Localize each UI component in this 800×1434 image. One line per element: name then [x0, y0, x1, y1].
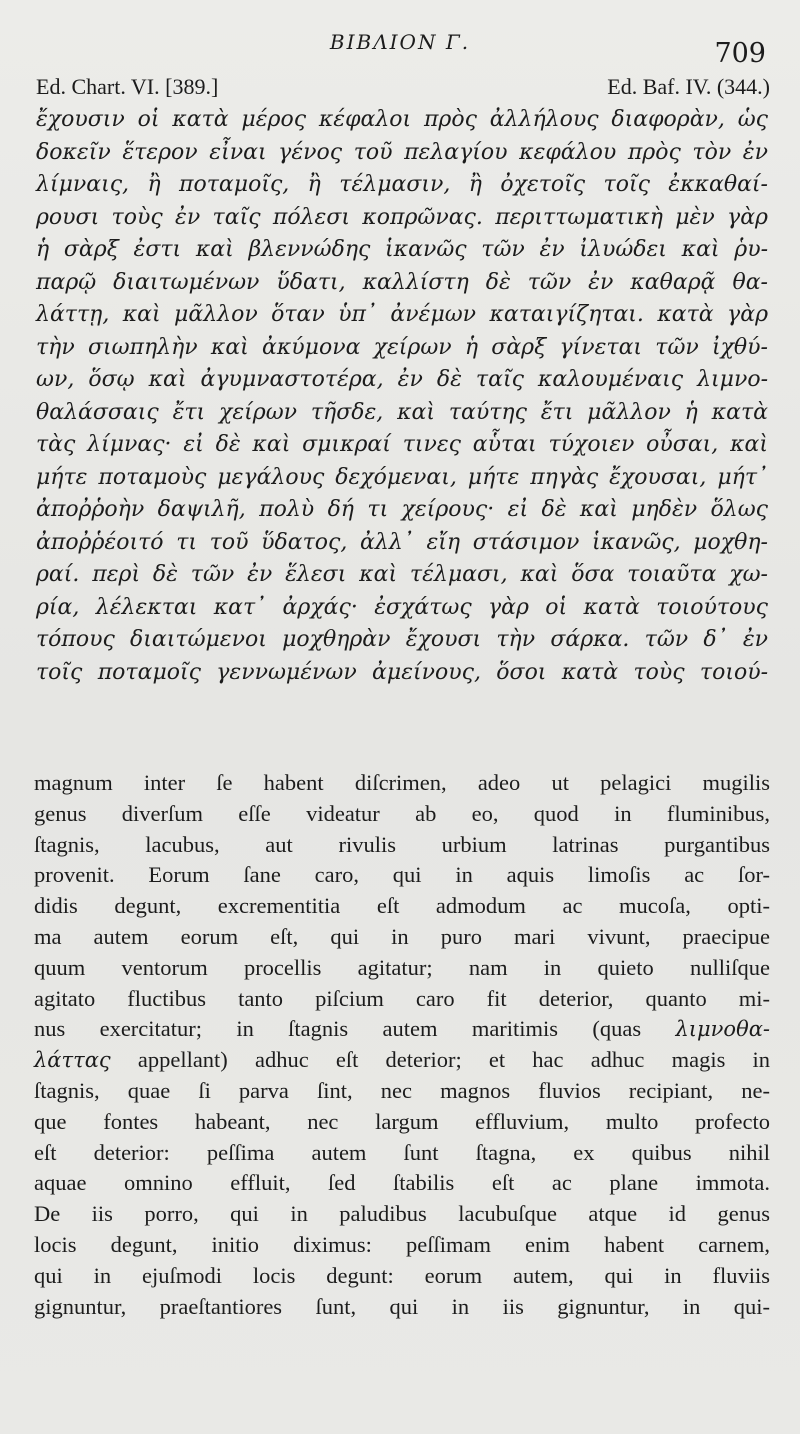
latin-line: ſtagnis, lacubus, aut rivulis urbium latrinas purgantibus: [34, 831, 770, 857]
greek-inline-word: λάττας: [34, 1048, 111, 1073]
latin-line: agitato fluctibus tanto piſcium caro fit deterior, quanto mi-: [34, 985, 770, 1011]
latin-line: locis degunt, initio diximus: peſſimam enim habent carnem,: [34, 1231, 770, 1257]
greek-line: ραί. περὶ δὲ τῶν ἐν ἕλεσι καὶ τέλμασι, καὶ ὅσα τοιαῦτα χω-: [36, 562, 768, 587]
greek-line: ἀποῤῥοὴν δαψιλῆ, πολὺ δή τι χείρους· εἰ δὲ καὶ μηδὲν ὅλως: [36, 497, 768, 522]
latin-line-with-greek: [34, 1045, 770, 1076]
greek-inline-word: λιμνοθα-: [675, 1017, 770, 1042]
greek-line: τοῖς ποταμοῖς γεννωμένων ἀμείνους, ὅσοι κατὰ τοὺς τοιού-: [36, 659, 768, 685]
greek-line: ἀποῤῥέοιτό τι τοῦ ὕδατος, ἀλλ᾿ εἴη στάσιμον ἱκανῶς, μοχθη-: [36, 529, 768, 555]
greek-line: θαλάσσαις ἔτι χείρων τῆσδε, καὶ ταύτης ἔτι μᾶλλον ἡ κατὰ: [36, 399, 768, 425]
running-head: ΒΙΒΛΙΟΝ Γ.: [329, 30, 471, 54]
greek-line: τόπους διαιτώμενοι μοχθηρὰν ἔχουσι τὴν σάρκα. τῶν δ᾿ ἐν: [36, 627, 768, 652]
latin-text-block: [34, 768, 770, 1322]
greek-line: δοκεῖν ἕτερον εἶναι γένος τοῦ πελαγίου κεφάλου πρὸς τὸν ἐν: [36, 139, 768, 165]
edition-reference-right: Ed. Baf. IV. (344.): [607, 74, 770, 99]
latin-line: provenit. Eorum ſane caro, qui in aquis limoſis ac ſor-: [34, 862, 770, 888]
greek-line: ἔχουσιν οἱ κατὰ μέρος κέφαλοι πρὸς ἀλλήλους διαφορὰν, ὡς: [36, 107, 768, 132]
latin-line: qui in ejuſmodi locis degunt: eorum autem, qui in fluviis: [34, 1262, 770, 1288]
greek-line: ἡ σὰρξ ἐστι καὶ βλεννώδης ἱκανῶς τῶν ἐν ἰλυώδει καὶ ῥυ-: [36, 237, 768, 262]
latin-line: magnum inter ſe habent diſcrimen, adeo ut pelagici mugilis: [34, 770, 770, 795]
greek-line: τὴν σιωπηλὴν καὶ ἀκύμονα χείρων ἡ σὰρξ γίνεται τῶν ἰχθύ-: [36, 334, 768, 360]
latin-line: ma autem eorum eſt, qui in puro mari vivunt, praecipue: [34, 923, 770, 949]
greek-line: τὰς λίμνας· εἰ δὲ καὶ σμικραί τινες αὗται τύχοιεν οὖσαι, καὶ: [36, 432, 768, 457]
greek-line: λίμναις, ἢ ποταμοῖς, ἢ τέλμασιν, ἢ ὀχετοῖς τοῖς ἐκκαθαί-: [36, 172, 768, 197]
edition-reference-left: Ed. Chart. VI. [389.]: [36, 74, 219, 99]
greek-line: παρῷ διαιτωμένων ὕδατι, καλλίστη δὲ τῶν ἐν καθαρᾷ θα-: [36, 269, 768, 295]
latin-line: eſt deterior: peſſima autem ſunt ſtagna, ex quibus nihil: [34, 1139, 770, 1165]
latin-line: quum ventorum procellis agitatur; nam in quieto nulliſque: [34, 954, 770, 980]
latin-line: que fontes habeant, nec largum effluvium, multo profecto: [34, 1108, 770, 1134]
greek-line: ων, ὅσῳ καὶ ἀγυμναστοτέρα, ἐν δὲ ταῖς καλουμέναις λιμνο-: [36, 367, 768, 392]
greek-line: μήτε ποταμοὺς μεγάλους δεχόμεναι, μήτε πηγὰς ἔχουσαι, μήτ᾿: [36, 464, 768, 490]
latin-line: De iis porro, qui in paludibus lacubuſque atque id genus: [34, 1201, 770, 1227]
latin-line: gignuntur, praeſtantiores ſunt, qui in iis gignuntur, in qui-: [34, 1293, 770, 1319]
greek-line: ρουσι τοὺς ἐν ταῖς πόλεσι κοπρῶνας. περιττωματικὴ μὲν γὰρ: [36, 204, 768, 230]
greek-text-block: [36, 104, 768, 689]
latin-line: ſtagnis, quae ſi parva ſint, nec magnos fluvios recipiant, ne-: [34, 1077, 770, 1103]
latin-line: genus diverſum eſſe videatur ab eo, quod in fluminibus,: [34, 800, 770, 826]
greek-line: λάττῃ, καὶ μᾶλλον ὅταν ὑπ᾿ ἀνέμων καταιγίζηται. κατὰ γὰρ: [36, 302, 768, 327]
greek-line: ρία, λέλεκται κατ᾿ ἀρχάς· ἐσχάτως γὰρ οἱ κατὰ τοιούτους: [36, 594, 768, 620]
latin-fragment: appellant) adhuc eſt deterior; et hac adhuc magis in: [110, 1047, 770, 1073]
latin-fragment: nus exercitatur; in ſtagnis autem maritimis (quas: [34, 1016, 676, 1042]
latin-line-with-greek: [34, 1014, 770, 1045]
latin-line: aquae omnino effluit, ſed ſtabilis eſt ac plane immota.: [34, 1170, 770, 1196]
latin-line: didis degunt, excrementitia eſt admodum ac mucoſa, opti-: [34, 893, 770, 919]
page-number: 709: [714, 38, 766, 69]
